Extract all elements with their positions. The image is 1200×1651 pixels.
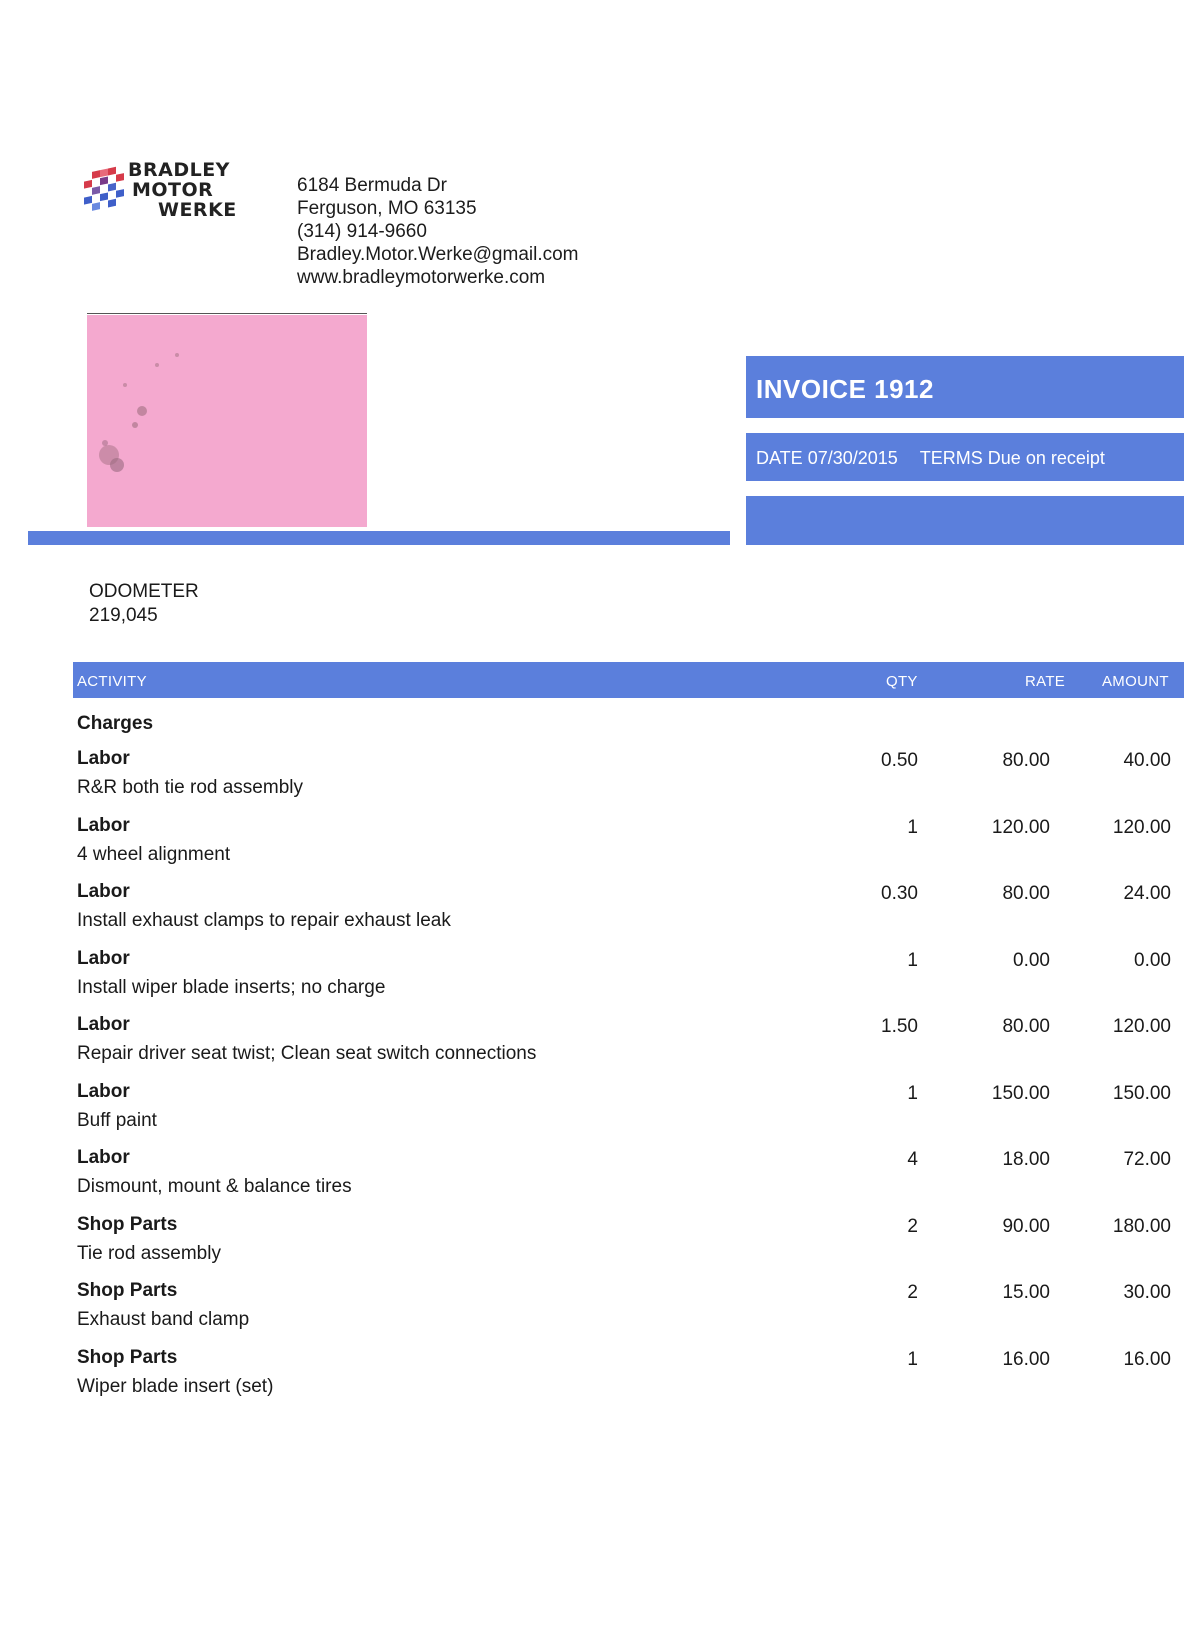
line-item-qty: 2	[907, 1216, 918, 1237]
odometer-label: ODOMETER	[89, 581, 199, 602]
line-item-description: 4 wheel alignment	[77, 844, 231, 865]
line-item-amount: 40.00	[1123, 750, 1171, 771]
line-item-name: Shop Parts	[77, 1280, 178, 1301]
table-row	[0, 748, 1200, 808]
line-item-qty: 2	[907, 1282, 918, 1303]
column-header-rate: RATE	[1025, 673, 1066, 690]
line-item-name: Shop Parts	[77, 1347, 178, 1368]
line-item-qty: 0.30	[881, 883, 918, 904]
logo-line-3: WERKE	[158, 199, 237, 221]
table-row	[0, 948, 1200, 1008]
line-item-amount: 180.00	[1112, 1216, 1171, 1237]
date-value: 07/30/2015	[807, 448, 898, 468]
company-email: Bradley.Motor.Werke@gmail.com	[297, 244, 579, 265]
logo-line-1: BRADLEY	[128, 159, 230, 181]
line-item-name: Shop Parts	[77, 1214, 178, 1235]
line-item-amount: 16.00	[1123, 1349, 1171, 1370]
table-row	[0, 1347, 1200, 1407]
line-item-rate: 15.00	[1002, 1282, 1050, 1303]
column-header-activity: ACTIVITY	[77, 673, 147, 690]
line-item-name: Labor	[77, 815, 130, 836]
line-item-description: Repair driver seat twist; Clean seat switch connections	[77, 1043, 537, 1064]
line-item-description: Wiper blade insert (set)	[77, 1376, 274, 1397]
table-row	[0, 881, 1200, 941]
column-header-qty: QTY	[886, 673, 918, 690]
line-item-description: Install exhaust clamps to repair exhaust leak	[77, 910, 451, 931]
table-row	[0, 1147, 1200, 1207]
line-item-rate: 120.00	[991, 817, 1050, 838]
line-item-qty: 1	[907, 950, 918, 971]
line-item-rate: 0.00	[1013, 950, 1050, 971]
line-item-qty: 0.50	[881, 750, 918, 771]
line-item-name: Labor	[77, 881, 130, 902]
line-item-description: Buff paint	[77, 1110, 157, 1131]
date-label: DATE	[756, 448, 803, 468]
line-item-qty: 1.50	[881, 1016, 918, 1037]
line-item-description: Install wiper blade inserts; no charge	[77, 977, 386, 998]
line-item-amount: 0.00	[1134, 950, 1171, 971]
line-item-rate: 150.00	[991, 1083, 1050, 1104]
terms-label: TERMS	[919, 448, 983, 468]
table-row	[0, 1280, 1200, 1340]
line-item-rate: 18.00	[1002, 1149, 1050, 1170]
line-item-rate: 80.00	[1002, 1016, 1050, 1037]
invoice-title: INVOICE 1912	[756, 374, 934, 404]
line-item-qty: 1	[907, 1083, 918, 1104]
line-item-description: R&R both tie rod assembly	[77, 777, 303, 798]
line-item-rate: 16.00	[1002, 1349, 1050, 1370]
line-item-amount: 120.00	[1112, 817, 1171, 838]
line-item-name: Labor	[77, 948, 130, 969]
section-heading-charges: Charges	[77, 713, 154, 734]
table-row	[0, 1081, 1200, 1141]
line-item-qty: 4	[907, 1149, 918, 1170]
line-item-name: Labor	[77, 1147, 130, 1168]
line-item-amount: 24.00	[1123, 883, 1171, 904]
line-item-description: Exhaust band clamp	[77, 1309, 250, 1330]
line-item-rate: 80.00	[1002, 883, 1050, 904]
address-city: Ferguson, MO 63135	[297, 198, 477, 219]
terms-value: Due on receipt	[987, 448, 1105, 468]
line-item-rate: 80.00	[1002, 750, 1050, 771]
company-phone: (314) 914-9660	[297, 221, 427, 242]
line-item-rate: 90.00	[1002, 1216, 1050, 1237]
logo-line-2: MOTOR	[132, 179, 214, 201]
table-row	[0, 1014, 1200, 1074]
line-item-amount: 120.00	[1112, 1016, 1171, 1037]
line-item-qty: 1	[907, 1349, 918, 1370]
column-header-amount: AMOUNT	[1102, 673, 1169, 690]
line-item-amount: 30.00	[1123, 1282, 1171, 1303]
line-item-name: Labor	[77, 1014, 130, 1035]
line-item-description: Dismount, mount & balance tires	[77, 1176, 352, 1197]
line-item-name: Labor	[77, 748, 130, 769]
line-item-qty: 1	[907, 817, 918, 838]
line-item-description: Tie rod assembly	[77, 1243, 221, 1264]
line-item-name: Labor	[77, 1081, 130, 1102]
line-item-amount: 72.00	[1123, 1149, 1171, 1170]
table-row	[0, 815, 1200, 875]
odometer-value: 219,045	[89, 605, 158, 626]
company-website: www.bradleymotorwerke.com	[297, 267, 546, 288]
line-item-amount: 150.00	[1112, 1083, 1171, 1104]
address-street: 6184 Bermuda Dr	[297, 175, 447, 196]
table-row	[0, 1214, 1200, 1274]
